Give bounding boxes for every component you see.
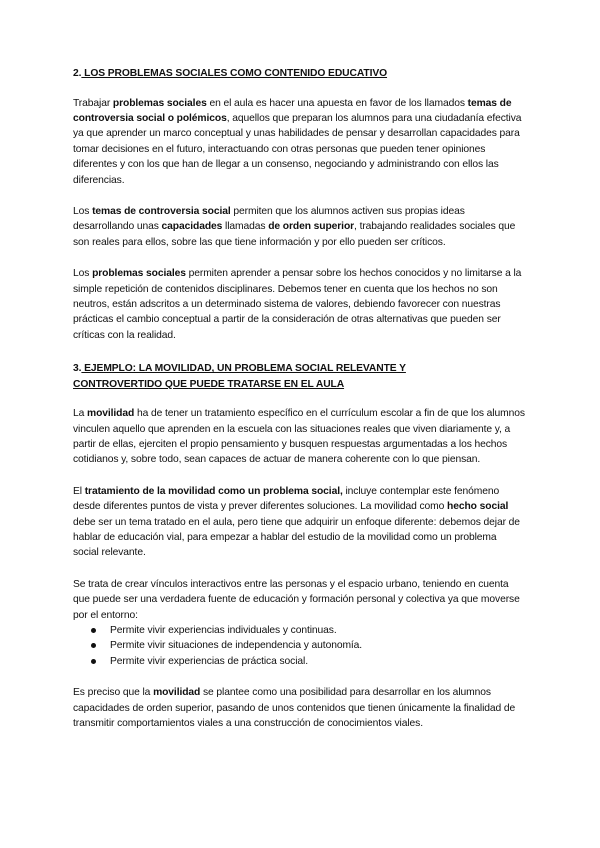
list-item	[110, 623, 525, 638]
section-3-title-line-2: CONTROVERTIDO QUE PUEDE TRATARSE EN EL AULA	[73, 378, 345, 390]
bold-run: movilidad	[153, 687, 201, 699]
text-run: Trabajar	[73, 97, 113, 109]
text-run: permiten que los alumnos activen sus propias ideas desarrollando unas	[73, 205, 465, 233]
bold-run: problemas sociales	[92, 268, 186, 280]
section-2-title: LOS PROBLEMAS SOCIALES COMO CONTENIDO EDUCATIVO	[81, 68, 388, 79]
text-run: La	[73, 408, 88, 420]
bullet-icon	[91, 628, 96, 633]
paragraph-7	[73, 685, 525, 731]
text-run: incluye contemplar este fenómeno desde diferentes puntos de vista y prever diferentes soluciones. La movilidad como	[73, 485, 500, 513]
bullet-icon	[91, 643, 96, 648]
list-item	[110, 654, 525, 669]
section-3-number: 3.	[73, 363, 82, 375]
paragraph-3	[73, 266, 525, 343]
text-run: debe ser un tema tratado en el aula, pero tiene que adquirir un enfoque diferente: debemos dejar de hablar de educación vial, para empezar a hablar del estudio de la movilidad como un problema social relevante.	[73, 516, 520, 559]
bold-run: tratamiento de la movilidad como un problema social,	[84, 485, 343, 497]
section-3-title-line-1: EJEMPLO: LA MOVILIDAD, UN PROBLEMA SOCIAL RELEVANTE Y	[81, 363, 406, 375]
text-run: , trabajando realidades sociales que son reales para ellos, sobre las que tiene información y por ello pueden ser críticos.	[73, 221, 516, 248]
bold-run: temas de controversia social	[92, 205, 231, 217]
list-item	[110, 638, 525, 653]
document-content	[73, 66, 525, 748]
text-run: permiten aprender a pensar sobre los hechos conocidos y no limitarse a la simple repetición de contenidos disciplinares. Debemos tener en cuenta que los hechos no son neutros, están adscritos a un determinado sistema de valores, debiendo favorecer con nuestras prácticas el cambio conceptual a partir de la consideración de otras alternativas que pueden ser críticas con la realidad.	[73, 268, 522, 341]
list-item-text: Permite vivir experiencias de práctica social.	[110, 655, 308, 667]
bold-run: hecho social	[447, 501, 509, 513]
list-item-text: Permite vivir situaciones de independencia y autonomía.	[110, 640, 363, 652]
bold-run: de orden superior	[268, 221, 355, 233]
section-2-number: 2.	[73, 68, 82, 79]
list-item-text: Permite vivir experiencias individuales y continuas.	[110, 625, 337, 637]
bold-run: movilidad	[87, 408, 135, 420]
text-run: se plantee como una posibilidad para desarrollar en los alumnos capacidades de orden superior, pasando de unos contenidos que tienen únicamente la finalidad de transmitir comportamientos viales a una construcción de conocimientos viales.	[73, 687, 516, 730]
paragraph-1	[73, 96, 525, 188]
paragraph-6: Se trata de crear vínculos interactivos entre las personas y el espacio urbano, teniendo en cuenta que puede ser una verdadera fuente de educación y formación personal y colectiva ya que moverse por el entorno:	[73, 578, 520, 621]
paragraph-5	[73, 484, 525, 561]
text-run: Los	[73, 268, 93, 280]
paragraph-2	[73, 204, 525, 250]
text-run: llamadas	[222, 221, 269, 233]
text-run: El	[73, 485, 85, 497]
text-run: ha de tener un tratamiento específico en el currículum escolar a fin de que los alumnos vinculen aquello que aprenden en la escuela con las situaciones reales que viven diariamente y, a partir de ellas, ejerciten el propio pensamiento y busquen respuestas argumentadas a los hechos cotidianos y, sobre todo, sean capaces de actuar de manera coherente con lo que piensan.	[73, 408, 525, 466]
bold-run: capacidades	[161, 221, 223, 233]
text-run: , aquellos que preparan los alumnos para una ciudadanía efectiva ya que aprender un marco conceptual y unas habilidades de pensar y desarrollan capacidades para tomar decisiones en el futuro, interactuando con otras personas que pueden tener opiniones diferentes y con los que han de llegar a un consenso, negociando y administrando con ellos las diferencias.	[73, 112, 522, 186]
section-2-heading	[73, 66, 525, 82]
bold-run: problemas sociales	[112, 97, 207, 109]
bullet-list	[73, 623, 525, 669]
text-run: en el aula es hacer una apuesta en favor de los llamados	[206, 97, 468, 109]
text-run: Los	[73, 205, 93, 217]
section-3-heading	[73, 361, 525, 392]
text-run: Es preciso que la	[73, 687, 154, 699]
paragraph-4	[73, 406, 525, 468]
bold-run: temas de controversia social o polémicos	[73, 97, 512, 124]
bullet-icon	[91, 659, 96, 664]
